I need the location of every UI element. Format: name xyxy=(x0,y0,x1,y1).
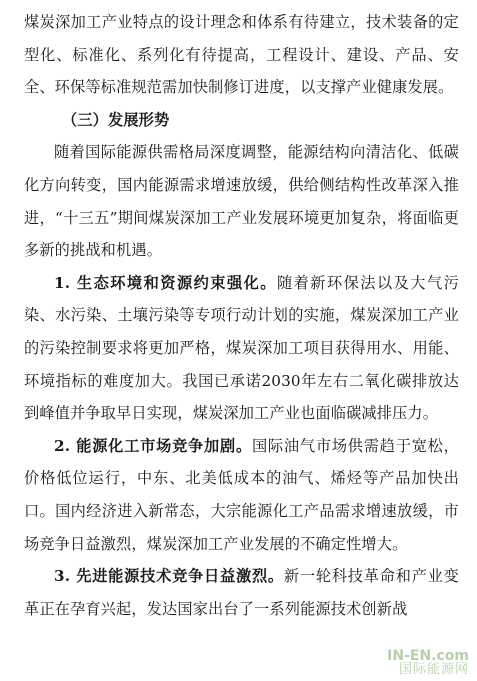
watermark-logo: IN-EN.com xyxy=(387,647,469,664)
paragraph-market-lead: 2. 能源化工市场竞争加剧。 xyxy=(54,436,252,455)
paragraph-technology-body: 新一轮科技革命和产业变革正在孕育兴起，发达国家出台了一系列能源技术创新战 xyxy=(24,567,459,618)
section-heading-development-situation: （三）发展形势 xyxy=(62,110,170,129)
paragraph-technology xyxy=(24,560,459,625)
paragraph-technology-lead: 3. 先进能源技术竞争日益激烈。 xyxy=(54,567,284,586)
paragraph-standards: 煤炭深加工产业特点的设计理念和体系有待建立，技术装备的定型化、标准化、系列化有待提高，工程设计、建设、产品、安全、环保等标准规范需加快制修订进度，以支撑产业健康发展。 xyxy=(24,13,459,97)
paragraph-market-body: 国际油气市场供需趋于宽松，价格低位运行，中东、北美低成本的油气、烯烃等产品加快出口。国内经济进入新常态，大宗能源化工产品需求增速放缓，市场竞争日益激烈，煤炭深加工产业发展的不确定性增大。 xyxy=(24,436,459,553)
paragraph-ecology xyxy=(24,267,459,430)
site-watermark xyxy=(387,649,469,677)
paragraph-market xyxy=(24,430,459,560)
watermark-name: 国际能源网 xyxy=(398,662,469,678)
paragraph-ecology-lead: 1. 生态环境和资源约束强化。 xyxy=(54,273,277,292)
paragraph-situation-intro: 随着国际能源供需格局深度调整，能源结构向清洁化、低碳化方向转变，国内能源需求增速放缓，供给侧结构性改革深入推进，“十三五”期间煤炭深加工产业发展环境更加复杂，将面临更多新的挑战和机遇。 xyxy=(24,143,459,260)
paragraph-ecology-body: 随着新环保法以及大气污染、水污染、土壤污染等专项行动计划的实施，煤炭深加工产业的污染控制要求将更加严格，煤炭深加工项目获得用水、用能、环境指标的难度加大。我国已承诺2030年左右二氧化碳排放达到峰值并争取早日实现，煤炭深加工产业也面临碳减排压力。 xyxy=(24,273,459,423)
